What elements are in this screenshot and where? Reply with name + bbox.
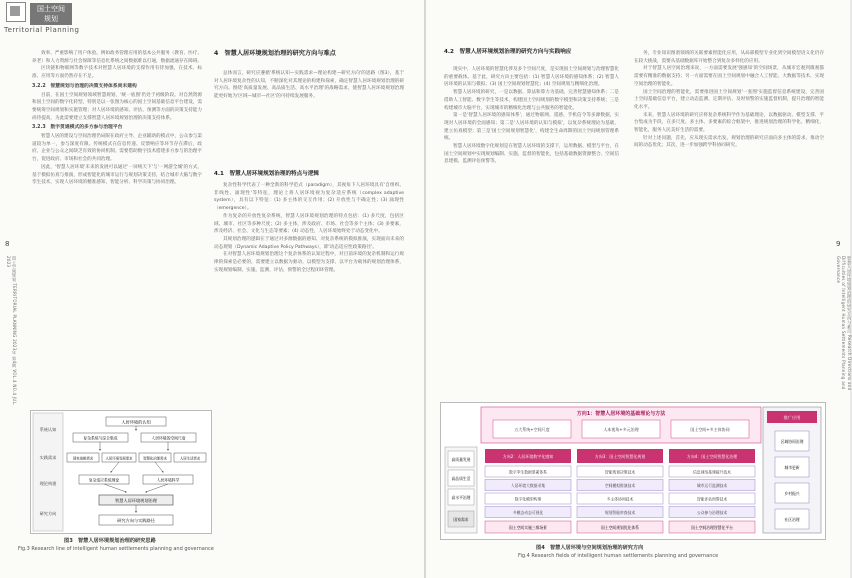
section-4-2-title: 4.2 智慧人居环境规划治理的研究方向与实践响应 bbox=[444, 49, 572, 55]
page-number: 8 bbox=[5, 240, 10, 248]
fig4-cell-text: 数字化模型构建 bbox=[514, 496, 542, 502]
fig3-node-row3c-text: 智慧化治理需求 bbox=[143, 456, 167, 461]
subsection-heading: 3.2.2 智慧规划与治理的决策支持体系尚未建构 bbox=[32, 83, 137, 89]
fig3-node-row3b-text: 人居环境发展需求 bbox=[105, 456, 133, 461]
fig4-top-banner: 方向1：智慧人居环境的基础理论与方法 bbox=[576, 411, 666, 417]
fig4-cell-text: 公众参与治理技术 bbox=[696, 510, 728, 515]
fig3-label-3: 理论构建 bbox=[39, 481, 57, 486]
fig3-label-1: 系统认知 bbox=[39, 427, 57, 432]
fig4-cell-text: 人居环境大数据采集 bbox=[510, 483, 546, 488]
paragraph: 智慧人居环境的研究，一是以数据、算法和算力为基础，完善智慧感知体系；二是借助人工智能、数字孪生等技术，构建国土空间规划的数字模型和决策支持系统；三是构建城市大脑平台，实现城市的精细化治理与公共服务的智能化。 bbox=[444, 90, 619, 111]
fig4-cell-text: 多模态动态可视化 bbox=[512, 510, 544, 515]
paragraph: 智慧人居的建设与空间治理仍局限在政府主导、企业辅助的模式中，公众参与渠道较为单一，参与深度有限。传统模式在信息传递、反馈响应等环节存在滞后，政府、企业与公众之间缺乏有效的协同机制。需要借助数字技术搭建多方参与的治理平台，促进政府、市场和社会的共同治理。 bbox=[32, 134, 202, 163]
paragraph: 第一是'智慧人居环境的感知体系'，通过物联网、遥感、手机信令等多源数据，实现对人居环境的全面感知；第二是'人居环境的认知与模拟'，以复杂系统理论为基础，建立仿真模型；第三是'国土空间规划智慧化'，构建全生命周期的国土空间规划管理系统。 bbox=[444, 113, 619, 142]
fig4-cell-text: 信息网络基建提升技术 bbox=[693, 469, 731, 475]
fig4-head-1-text: 方向2：人居环境数字化感知 bbox=[502, 454, 554, 459]
fig4-right-4: 社区治理 bbox=[784, 517, 800, 522]
fig3-node-top-text: 人居环境的认知 bbox=[121, 419, 151, 425]
paragraph: 复杂性科学代表了一种全新的科学范式（paradigm），其视角下人居环境具有'自组织、非线性、涌现性'等特征，理论上将人居环境视为复杂适应系统（complex adaptive system），具有以下特征：(1) 多主体的交互作用；(2) 开放性与不确定性；(3) 涌现性（emergence）。 bbox=[214, 183, 404, 212]
fig4-left-4: 国家需求 bbox=[453, 517, 469, 522]
fig4-left-2: 高品质生活 bbox=[451, 476, 471, 481]
article-side-text: 智慧人居环境规划治理的研究方向与难点 Research Directions and Difficulties of Intelligent Human Settlements Planning and Governance bbox=[836, 256, 852, 391]
journal-english-name: Territorial Planning bbox=[4, 26, 80, 34]
fig4-right-2: 城市更新 bbox=[784, 465, 800, 470]
paragraph: 务，专业知识图谱领域的关联要素智能化应用，从局部模型专业化到空间模型语义化仍存在较大挑战，需要从基础数据库开始整合到复杂多样化的应用。 bbox=[634, 51, 824, 64]
fig4-cell-text: 智能评估预警技术 bbox=[696, 496, 728, 502]
fig3-label-2: 实践需求 bbox=[39, 455, 57, 460]
left-page bbox=[0, 0, 424, 578]
right-column-2 bbox=[634, 50, 824, 150]
fig4-cell-text: 城市运行监测技术 bbox=[696, 483, 728, 488]
paragraph: 未来，智慧人居环境的研究应将复杂系统科学作为基础理论，以数据驱动、模型支撑、平台集成为手段，在多尺度、多主体、多要素的综合框架中，推进规划治理的科学化、精细化、智能化，服务人民美好生活的需要。 bbox=[634, 112, 824, 134]
fig3-node-row2b-text: 人居环境的空间尺度 bbox=[151, 435, 186, 441]
fig4-top-sub-2: 人本视角+多元治理 bbox=[603, 427, 639, 432]
fig4-left-3: 高水平治理 bbox=[451, 495, 471, 500]
journal-badge bbox=[30, 3, 72, 25]
fig3-label-4: 研究方向 bbox=[39, 511, 57, 516]
paragraph: 区块链和物联网等数字技术对智慧人居环境的支撑作用有待加强，在技术、标准、应用等方面仍然存在不足。 bbox=[32, 66, 202, 80]
figure-3-diagram bbox=[31, 411, 211, 533]
paragraph: 因此，'智慧人居环境'未来的发展可以通过'一屏统天下'与'一网游全城'的方式，基于模拟仿真与推演，形成智能化的城市运行与规划决策支持，结合城市大脑与数字孪生技术，实现人居环境的精准感知、智能分析、科学决策与协同治理。 bbox=[32, 164, 202, 186]
left-column-2-body bbox=[214, 182, 404, 274]
fig4-bottom-1: 国土空间实施三维场景 bbox=[509, 525, 547, 530]
left-column-1 bbox=[32, 50, 202, 187]
paragraph: 针对上述问题，首先，应从现实需求出发，规划治理的研究应面向多主体的需求，推动空间的动态优化；其次，进一步加强跨学科协同研究。 bbox=[634, 135, 824, 149]
fig4-cell-text: 空间模拟推演技术 bbox=[604, 483, 636, 488]
badge-line2: 规划 bbox=[44, 15, 58, 23]
fig4-top-sub-3: 国土空间+多主体协同 bbox=[690, 427, 730, 432]
figure-3-caption-en: Fig.3 Research line of intelligent human settlements planning and governance bbox=[18, 546, 214, 552]
fig4-cell-text: 智能规划决策技术 bbox=[604, 469, 636, 475]
paragraph: 对于智慧人居空间治理来说，一方面需要发展'强感知'的空间场景，从城市宏观到微观都需要有精准的数据支持；另一方面需要在国土空间规划中融合人工智能、大数据等技术，实现空间治理的智能化。 bbox=[634, 66, 824, 87]
paragraph: 现实中，人居环境的智慧化涉及多个空间尺度，是实现国土空间规划与治理智慧化的重要载体。基于此，研究方向主要包括：(1) 智慧人居环境的感知体系；(2) 智慧人居环境的认知与模拟；(3) 国土空间规划智慧化；(4) 空间规划与精细化治理。 bbox=[444, 67, 619, 88]
fig4-top-sub-1: 五大系统+空间尺度 bbox=[514, 427, 550, 432]
paragraph: 目前，在国土空间规划领域智慧规划，'统一底图'仍处于初级阶段。对自然资源和国土空间的数字化转型，特别是以一张图为核心的国土空间基础信息平台建设，需要统筹空间规划和实施管理；对人居环境的感知、评估、预测等方面的决策支持能力尚待提高，为此需要建立支撑智慧人居环境规划治理的决策支持体系。 bbox=[32, 92, 202, 121]
section-4-title: 4 智慧人居环境规划治理的研究方向与难点 bbox=[214, 50, 336, 57]
fig3-node-row3a-text: 国家战略需求 bbox=[72, 456, 94, 461]
fig3-node-row4a-text: 复杂适应系统理论 bbox=[88, 477, 120, 483]
paragraph: 国土空间治理的智能化，需要推进国土空间规划'一张图'实施监督信息系统建设，完善国土空间基础信息平台，建立动态监测、定期评估、及时预警的实施监督机制，提升治理的智能化水平。 bbox=[634, 89, 824, 110]
journal-logo-icon bbox=[6, 2, 26, 22]
figure-3-caption-cn: 图3 智慧人居环境规划治理的研究思路 bbox=[64, 538, 156, 544]
left-column-2-intro bbox=[214, 70, 404, 101]
figure-3 bbox=[30, 410, 212, 534]
subsection-heading: 3.2.3 数字贯通模式的多方参与治理平台 bbox=[32, 125, 123, 131]
fig4-head-2-text: 方向3：国土空间智慧化规划 bbox=[594, 454, 646, 459]
fig4-cell-text: 规划智能审查技术 bbox=[604, 510, 636, 515]
section-4-1-title: 4.1 智慧人居环境规划治理的特点与逻辑 bbox=[214, 171, 320, 177]
fig3-node-bottom-text: 研究方向与实践路径 bbox=[117, 518, 155, 523]
fig3-node-row4b-text: 人居环境科学 bbox=[156, 477, 180, 483]
fig4-left-1: 高质量发展 bbox=[451, 457, 471, 462]
right-column-1 bbox=[444, 66, 619, 166]
fig4-bottom-2: 国土空间规划优化体系 bbox=[601, 525, 639, 530]
journal-side-text: 国土空间规划 TERRITORIAL PLANNING 2023年 第4期 VOL.4 NO.4 JUL. 2023 bbox=[6, 256, 17, 406]
paragraph: 智慧人居环境数字化规划是在智慧人居环境的支撑下，运用数据、模型与平台，在国土空间规划中实现规划编制、实施、监督的智能化，包括基础数据资源整合、空间信息建模、监测评估预警等。 bbox=[444, 144, 619, 165]
fig4-cell-text: 多主体协同技术 bbox=[606, 496, 634, 502]
paragraph: 其规划治理的逻辑在于通过对多源数据的感知、对复杂系统的模拟推演，实现面向未来的动态规划（Dynamic Adaptive Policy Pathways），即'动态适应性政策路径'。 bbox=[214, 236, 404, 250]
paragraph: 总体而言，研究应遵循'系统认知—实践需求—理论构建—研究方向'的思路（图3），基于对人居环境复杂性的认知，不断深化对其理论的构建和探索，确定智慧人居环境规划治理的研究方向。围绕'高质量发展、高品质生活、高水平治理'的战略需求，使智慧人居环境规划治理能更好地为'区域—城市—社区'的可持续发展服务。 bbox=[214, 71, 404, 100]
figure-4-caption-en: Fig.4 Research fields of intelligent human settlements planning and governance bbox=[518, 553, 719, 559]
page-number: 9 bbox=[836, 240, 841, 248]
fig4-bottom-3: 国土空间治理智慧化平台 bbox=[691, 525, 733, 530]
paragraph: 效率、严重影响了用户体验。例如政务管理应用的基本公共服务（教育、医疗、养老）和人力资源与社会保障等信息化系统之间数据难以打通，数据流通存在障碍。 bbox=[32, 51, 202, 64]
badge-line1: 国土空间 bbox=[37, 5, 65, 13]
fig4-right-head: 推广应用 bbox=[783, 415, 801, 420]
fig3-node-row3d-text: 人居生活需求 bbox=[179, 456, 201, 461]
fig4-cell-text: 数字孪生数据要素体系 bbox=[509, 469, 547, 475]
fig4-right-1: 区域协同治理 bbox=[780, 439, 804, 444]
paragraph: 作为复杂的开放性复杂系统，智慧人居环境规划治理的特点包括：(1) 多尺度，包括区域、城市、社区等多种尺度；(2) 多主体，涉及政府、市场、社会等多个主体；(3) 多要素，涉及经济、社会、文化与生态等要素；(4) 动态性，人居环境始终处于动态变化中。 bbox=[214, 213, 404, 235]
right-page bbox=[426, 0, 850, 578]
fig3-node-row2a-text: 复杂系统与综合集成 bbox=[83, 435, 118, 441]
figure-4 bbox=[440, 402, 826, 540]
figure-4-diagram bbox=[441, 403, 825, 539]
fig4-head-3-text: 方向4：国土空间智慧化治理 bbox=[686, 454, 738, 459]
fig3-node-row5-text: 智慧人居环境规划治理 bbox=[115, 498, 157, 503]
paragraph: 在对智慧人居环境规划治理这个复杂体系的认知过程中，对目前环境的复杂机制和运行规律的探索是必要的，需要建立以数据为驱动、以模型为支撑、以平台为载体的规划治理体系，实现规划编制、实施、监测、评估、预警的全过程闭环管理。 bbox=[214, 252, 404, 273]
fig4-right-3: 乡村振兴 bbox=[784, 491, 800, 496]
figure-4-caption-cn: 图4 智慧人居环境与空间规划治理的研究方向 bbox=[536, 545, 644, 551]
